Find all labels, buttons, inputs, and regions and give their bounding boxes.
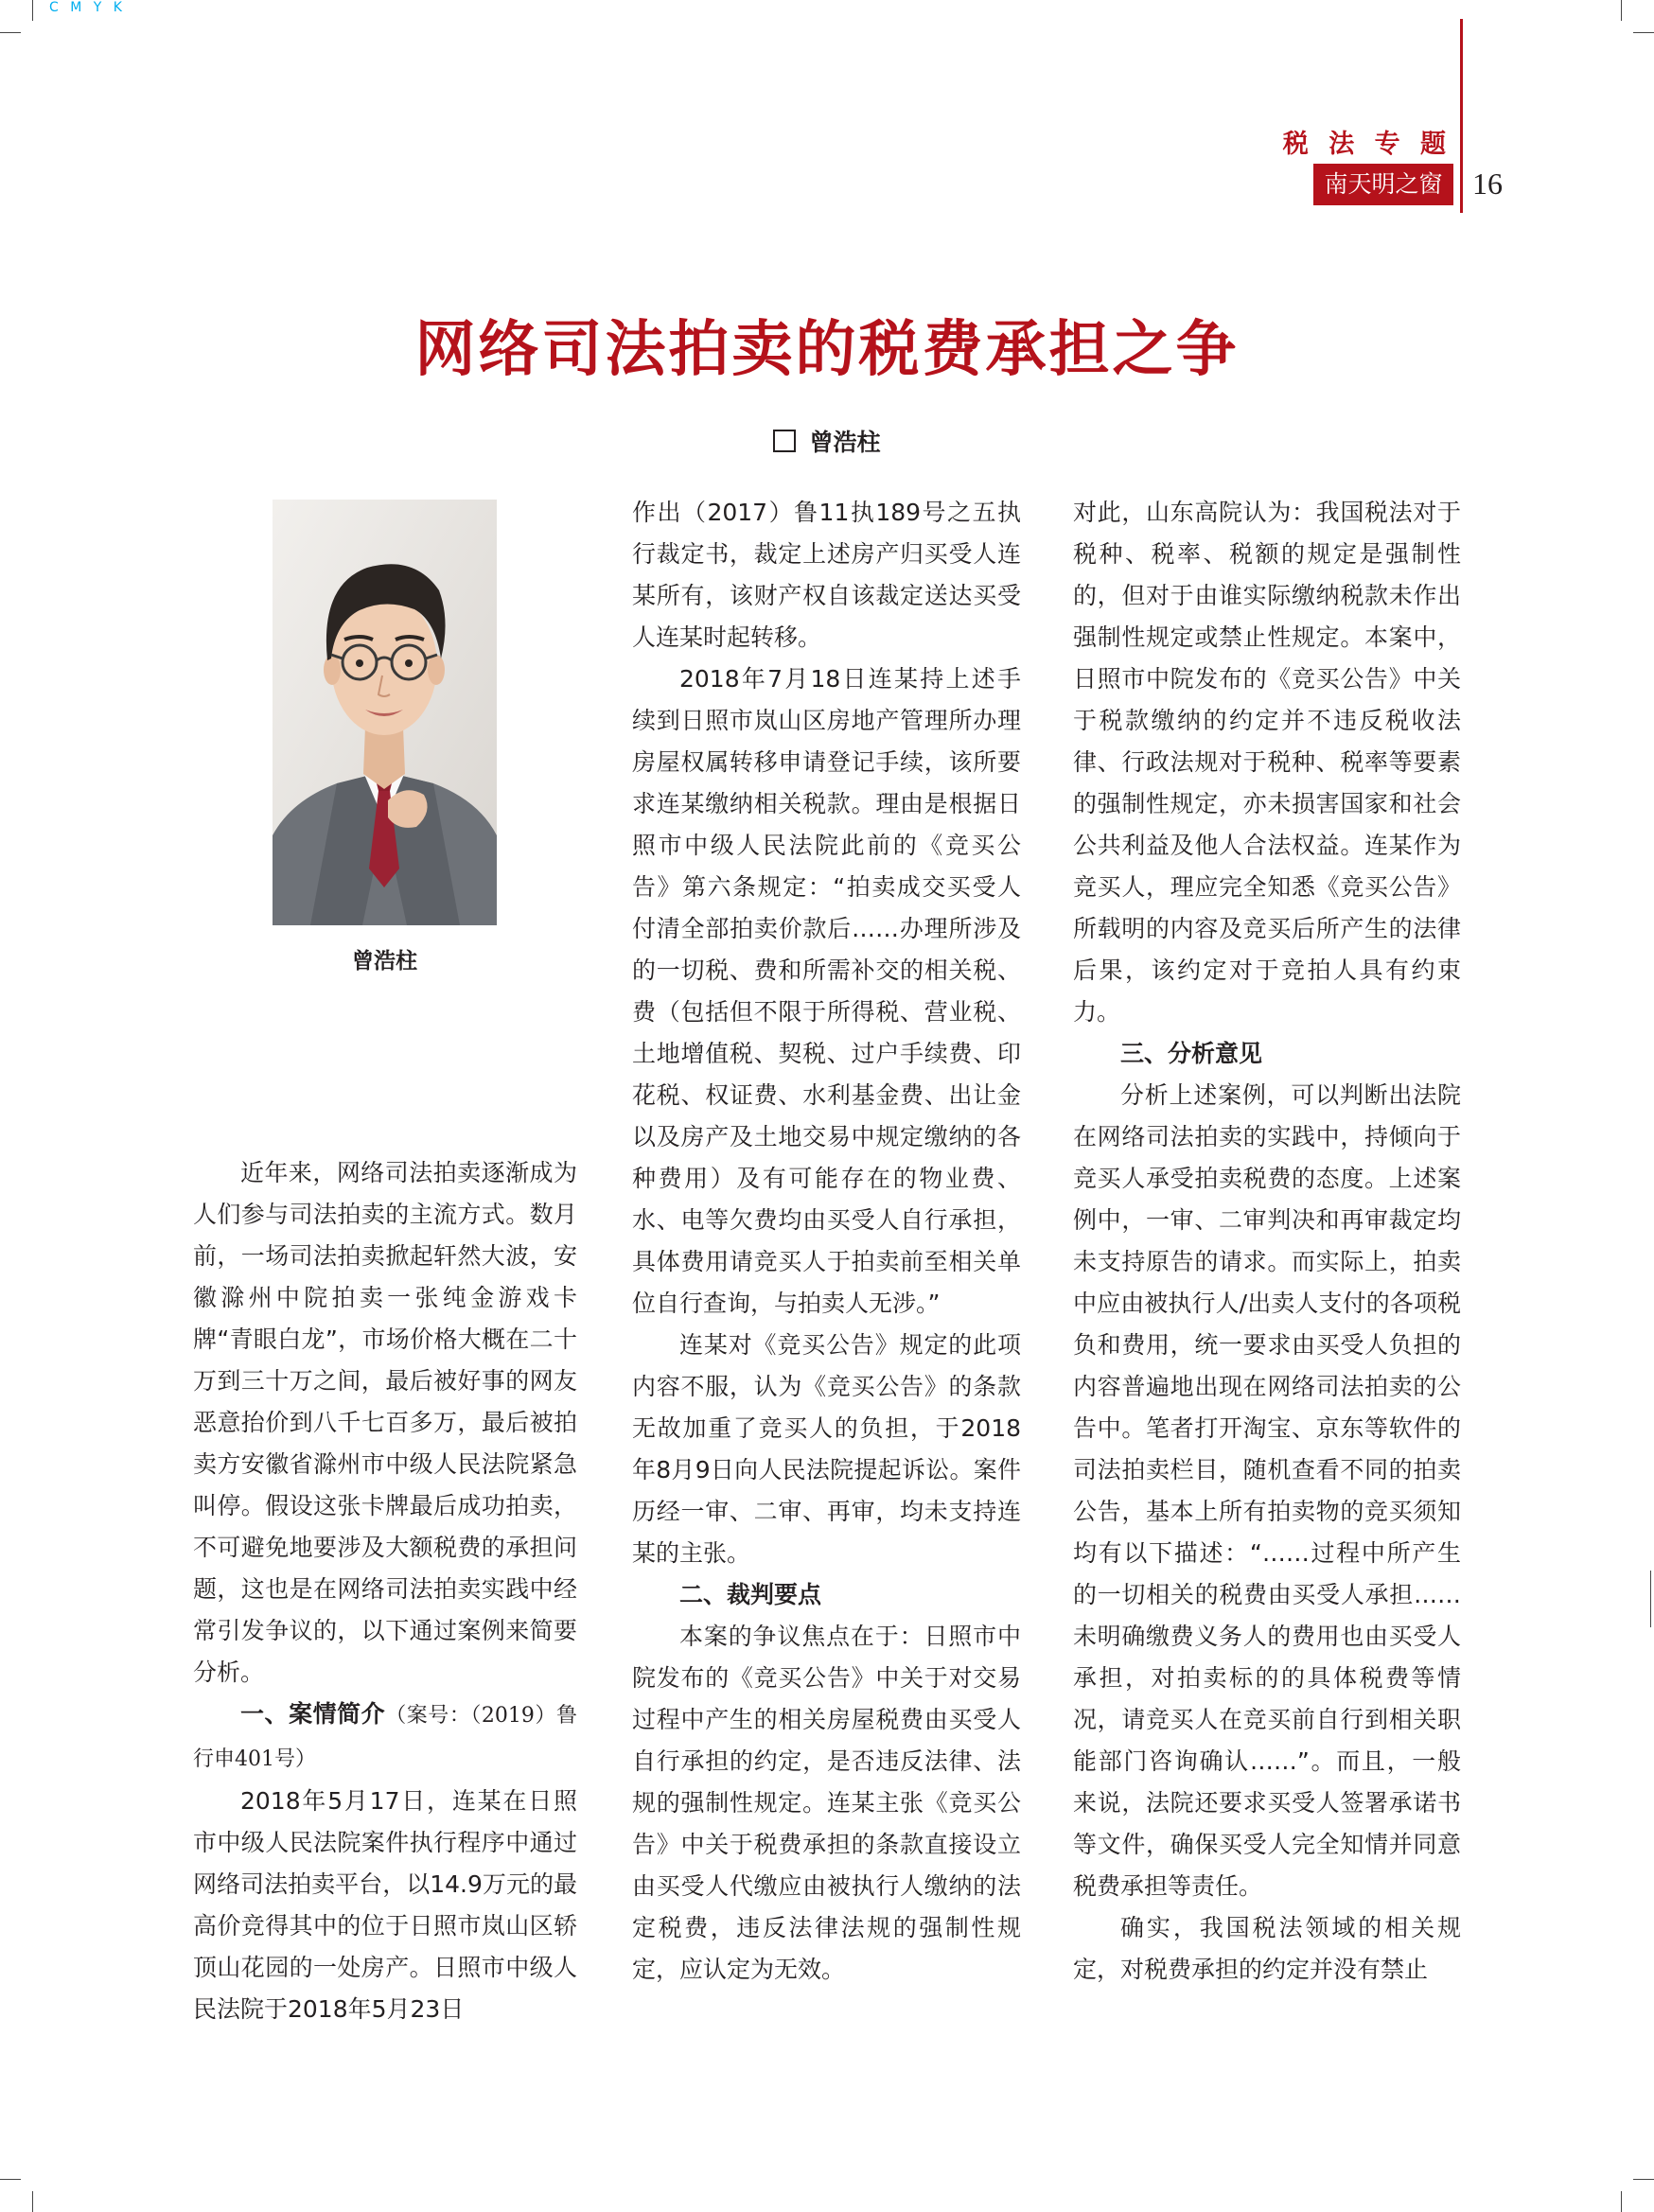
- crop-mark-bl-v: [32, 2191, 33, 2212]
- case-number: （案号：（2019）鲁行申401号）: [193, 1704, 577, 1771]
- paragraph: 连某对《竞买公告》规定的此项内容不服，认为《竞买公告》的条款无故加重了竞买人的负担，于2018年8月9日向人民法院提起诉讼。案件历经一审、二审、再审，均未支持连某的主张。: [632, 1331, 1021, 1567]
- paragraph: 作出（2017）鲁11执189号之五执行裁定书，裁定上述房产归买受人连某所有，该财产权自该裁定送达买受人连某时起转移。: [632, 499, 1021, 651]
- paragraph: 分析上述案例，可以判断出法院在网络司法拍卖的实践中，持倾向于竞买人承受拍卖税费的态度。上述案例中，一审、二审判决和再审裁定均未支持原告的请求。而实际上，拍卖中应由被执行人/出卖人支付的各项税负和费用，统一要求由买受人负担的内容普遍地出现在网络司法拍卖的公告中。笔者打开淘宝、京东等软件的司法拍卖栏目，随机查看不同的拍卖公告，基本上所有拍卖物的竞买须知均有以下描述：“……过程中所产生的一切相关的税费由买受人承担……未明确缴费义务人的费用也由买受人承担，对拍卖标的的具体税费等情况，请竞买人在竞买前自行到相关职能部门咨询确认……”。而且，一般来说，法院还要求买受人签署承诺书等文件，确保买受人完全知情并同意税费承担等责任。: [1073, 1081, 1461, 1900]
- header-rule: [1460, 19, 1463, 213]
- crop-mark-tl-h: [0, 32, 21, 33]
- author-name: 曾浩柱: [809, 429, 881, 456]
- byline: [0, 424, 1654, 458]
- author-photo: [273, 500, 497, 925]
- paragraph: 确实，我国税法领域的相关规定，对税费承担的约定并没有禁止: [1073, 1914, 1461, 1983]
- crop-mark-bl-h: [0, 2179, 21, 2180]
- photo-caption: 曾浩柱: [352, 949, 417, 974]
- paragraph: 对此，山东高院认为：我国税法对于税种、税率、税额的规定是强制性的，但对于由谁实际缴纳税款未作出强制性规定或禁止性规定。本案中，日照市中院发布的《竞买公告》中关于税款缴纳的约定并不违反税收法律、行政法规对于税种、税率等要素的强制性规定，亦未损害国家和社会公共利益及他人合法权益。连某作为竞买人，理应完全知悉《竞买公告》所载明的内容及竞买后所产生的法律后果，该约定对于竞拍人具有约束力。: [1073, 499, 1461, 1026]
- paragraph: 近年来，网络司法拍卖逐渐成为人们参与司法拍卖的主流方式。数月前，一场司法拍卖掀起轩然大波，安徽滁州中院拍卖一张纯金游戏卡牌“青眼白龙”，市场价格大概在二十万到三十万之间，最后被好事的网友恶意抬价到八千七百多万，最后被拍卖方安徽省滁州市中级人民法院紧急叫停。假设这张卡牌最后成功拍卖，不可避免地要涉及大额税费的承担问题，这也是在网络司法拍卖实践中经常引发争议的，以下通过案例来简要分析。: [193, 1159, 577, 1686]
- heading-text: 一、案情简介: [240, 1700, 386, 1728]
- crop-mark-side: [1650, 1571, 1651, 1627]
- crop-mark-br-h: [1633, 2179, 1654, 2180]
- column-1: [193, 1152, 577, 2030]
- crop-mark-br-v: [1621, 2191, 1622, 2212]
- section-title: 税 法 专 题: [1282, 130, 1452, 159]
- crop-mark-tr-h: [1633, 32, 1654, 33]
- column-3: [1073, 492, 1461, 1991]
- page-number: 16: [1472, 167, 1503, 201]
- author-portrait: [273, 500, 497, 925]
- byline-box-icon: [773, 430, 796, 452]
- column-2: [632, 492, 1021, 1991]
- paragraph: 2018年7月18日连某持上述手续到日照市岚山区房地产管理所办理房屋权属转移申请登记手续，该所要求连某缴纳相关税款。理由是根据日照市中级人民法院此前的《竞买公告》第六条规定：“拍卖成交买受人付清全部拍卖价款后……办理所涉及的一切税、费和所需补交的相关税、费（包括但不限于所得税、营业税、土地增值税、契税、过户手续费、印花税、权证费、水利基金费、出让金以及房产及土地交易中规定缴纳的各种费用）及有可能存在的物业费、水、电等欠费均由买受人自行承担，具体费用请竞买人于拍卖前至相关单位自行查询，与拍卖人无涉。”: [632, 665, 1021, 1317]
- crop-mark-tr-v: [1621, 0, 1622, 21]
- section-heading-3: 三、分析意见: [1120, 1040, 1263, 1067]
- section-heading-1: [193, 1694, 577, 1781]
- cmyk-color-mark: [49, 0, 126, 15]
- paragraph: 本案的争议焦点在于：日照市中院发布的《竞买公告》中关于对交易过程中产生的相关房屋税费由买受人自行承担的约定，是否违反法律、法规的强制性规定。连某主张《竞买公告》中关于税费承担的条款直接设立由买受人代缴应由被执行人缴纳的法定税费，违反法律法规的强制性规定，应认定为无效。: [632, 1623, 1021, 1983]
- paragraph: 2018年5月17日，连某在日照市中级人民法院案件执行程序中通过网络司法拍卖平台，以14.9万元的最高价竞得其中的位于日照市岚山区轿顶山花园的一处房产。日照市中级人民法院于2018年5月23日: [193, 1787, 577, 2023]
- column-tag: 南天明之窗: [1313, 164, 1453, 205]
- article-title: 网络司法拍卖的税费承担之争: [414, 315, 1240, 385]
- crop-mark-tl-v: [32, 0, 33, 21]
- cmyk-text: C M Y K: [49, 0, 126, 15]
- section-heading-2: 二、裁判要点: [679, 1581, 822, 1608]
